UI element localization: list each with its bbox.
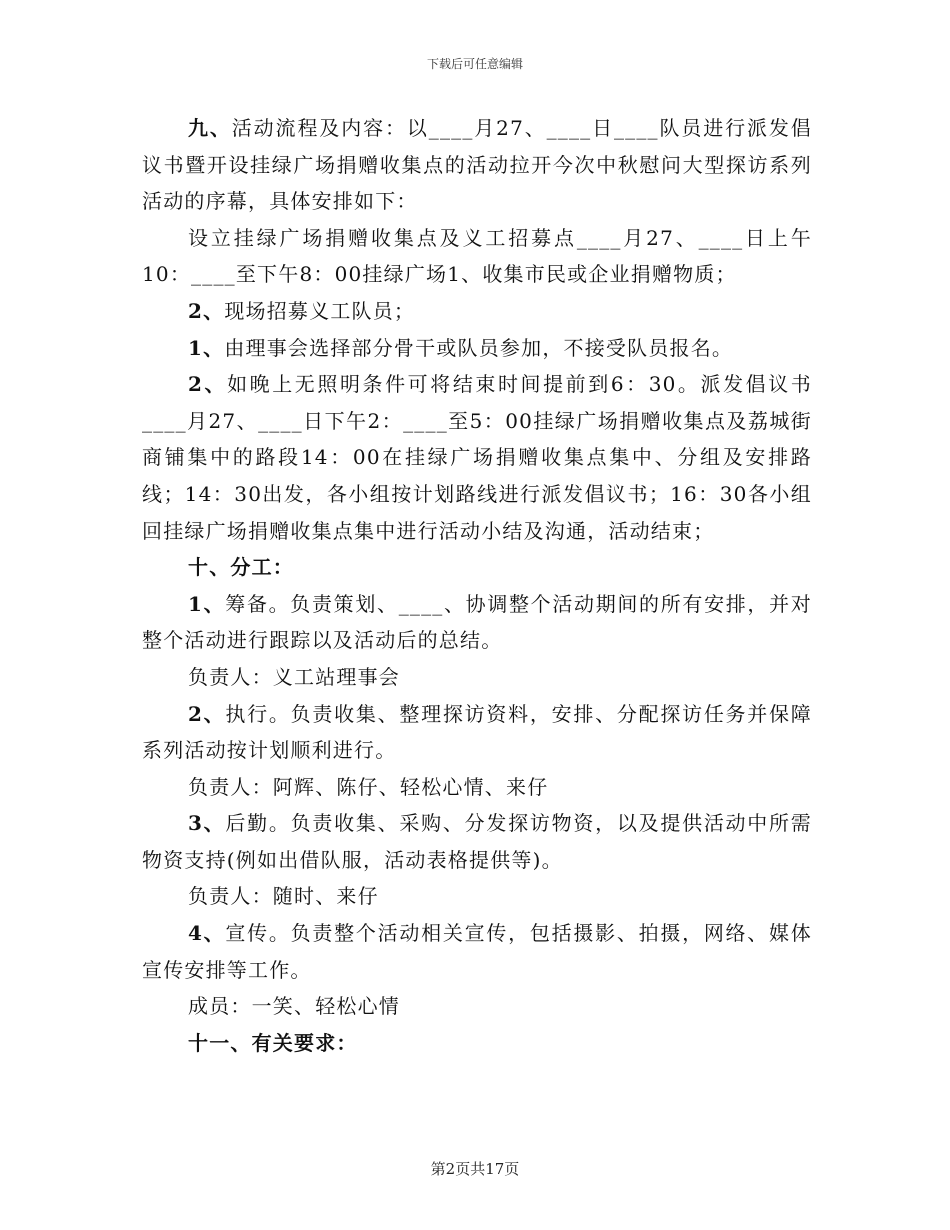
paragraph-prefix: 4、 bbox=[188, 921, 226, 946]
paragraph-logistics bbox=[142, 805, 812, 878]
paragraph-text: 现场招募义工队员； bbox=[224, 298, 416, 323]
paragraph-text: 如晚上无照明条件可将结束时间提前到6：30。派发倡议书____月27、____日下午2：____至5：00挂绿广场捐赠收集点及荔城街商铺集中的路段14：00在挂绿广场捐赠收集点集中、分组及安排路线；14：30出发，各小组按计划路线进行派发倡议书；16：30各小组回挂绿广场捐赠收集点集中进行活动小结及沟通，活动结束； bbox=[142, 372, 812, 543]
paragraph-recruit-volunteers bbox=[142, 293, 812, 330]
paragraph-responsible-preparation: 负责人：义工站理事会 bbox=[188, 664, 400, 689]
paragraph-prefix: 1、 bbox=[188, 335, 225, 360]
paragraph-text: 活动流程及内容：以____月27、____日____队员进行派发倡议书暨开设挂绿广场捐赠收集点的活动拉开今次中秋慰问大型探访系列活动的序幕，具体安排如下： bbox=[142, 116, 812, 214]
paragraph-prefix: 1、 bbox=[188, 591, 226, 616]
page-header: 下载后可任意编辑 bbox=[426, 57, 523, 71]
paragraph-preparation bbox=[142, 586, 812, 659]
paragraph-text: 由理事会选择部分骨干或队员参加，不接受队员报名。 bbox=[224, 335, 734, 360]
paragraph-text: 执行。负责收集、整理探访资料，安排、分配探访任务并保障系列活动按计划顺利进行。 bbox=[142, 701, 812, 763]
paragraph-prefix: 3、 bbox=[188, 811, 226, 836]
paragraph-collection-point: 设立挂绿广场捐赠收集点及义工招募点____月27、____日上午10：____至下午8：00挂绿广场1、收集市民或企业捐赠物质； bbox=[142, 225, 812, 287]
paragraph-responsible-execution: 负责人：阿辉、陈仔、轻松心情、来仔 bbox=[188, 774, 549, 799]
paragraph-text: 筹备。负责策划、____、协调整个活动期间的所有安排，并对整个活动进行跟踪以及活动后的总结。 bbox=[142, 591, 812, 653]
section-heading-division: 十、分工： bbox=[188, 555, 294, 580]
paragraph-members-publicity: 成员：一笑、轻松心情 bbox=[188, 994, 400, 1019]
paragraph-council-selection bbox=[142, 330, 812, 367]
paragraph-text: 宣传。负责整个活动相关宣传，包括摄影、拍摄，网络、媒体宣传安排等工作。 bbox=[142, 921, 812, 982]
section-heading-requirements: 十一、有关要求： bbox=[188, 1030, 358, 1055]
page-footer: 第2页共17页 bbox=[430, 1160, 520, 1178]
document-body bbox=[142, 110, 812, 1061]
paragraph-activity-flow bbox=[142, 110, 812, 220]
paragraph-text: 后勤。负责收集、采购、分发探访物资，以及提供活动中所需物资支持(例如出借队服，活动表格提供等)。 bbox=[142, 811, 812, 872]
paragraph-prefix: 九、 bbox=[188, 116, 232, 140]
paragraph-execution bbox=[142, 696, 812, 769]
paragraph-schedule bbox=[142, 366, 812, 549]
paragraph-prefix: 2、 bbox=[188, 298, 225, 323]
paragraph-prefix: 2、 bbox=[188, 372, 228, 397]
paragraph-responsible-logistics: 负责人：随时、来仔 bbox=[188, 884, 379, 909]
paragraph-publicity bbox=[142, 915, 812, 988]
paragraph-prefix: 2、 bbox=[188, 701, 226, 726]
